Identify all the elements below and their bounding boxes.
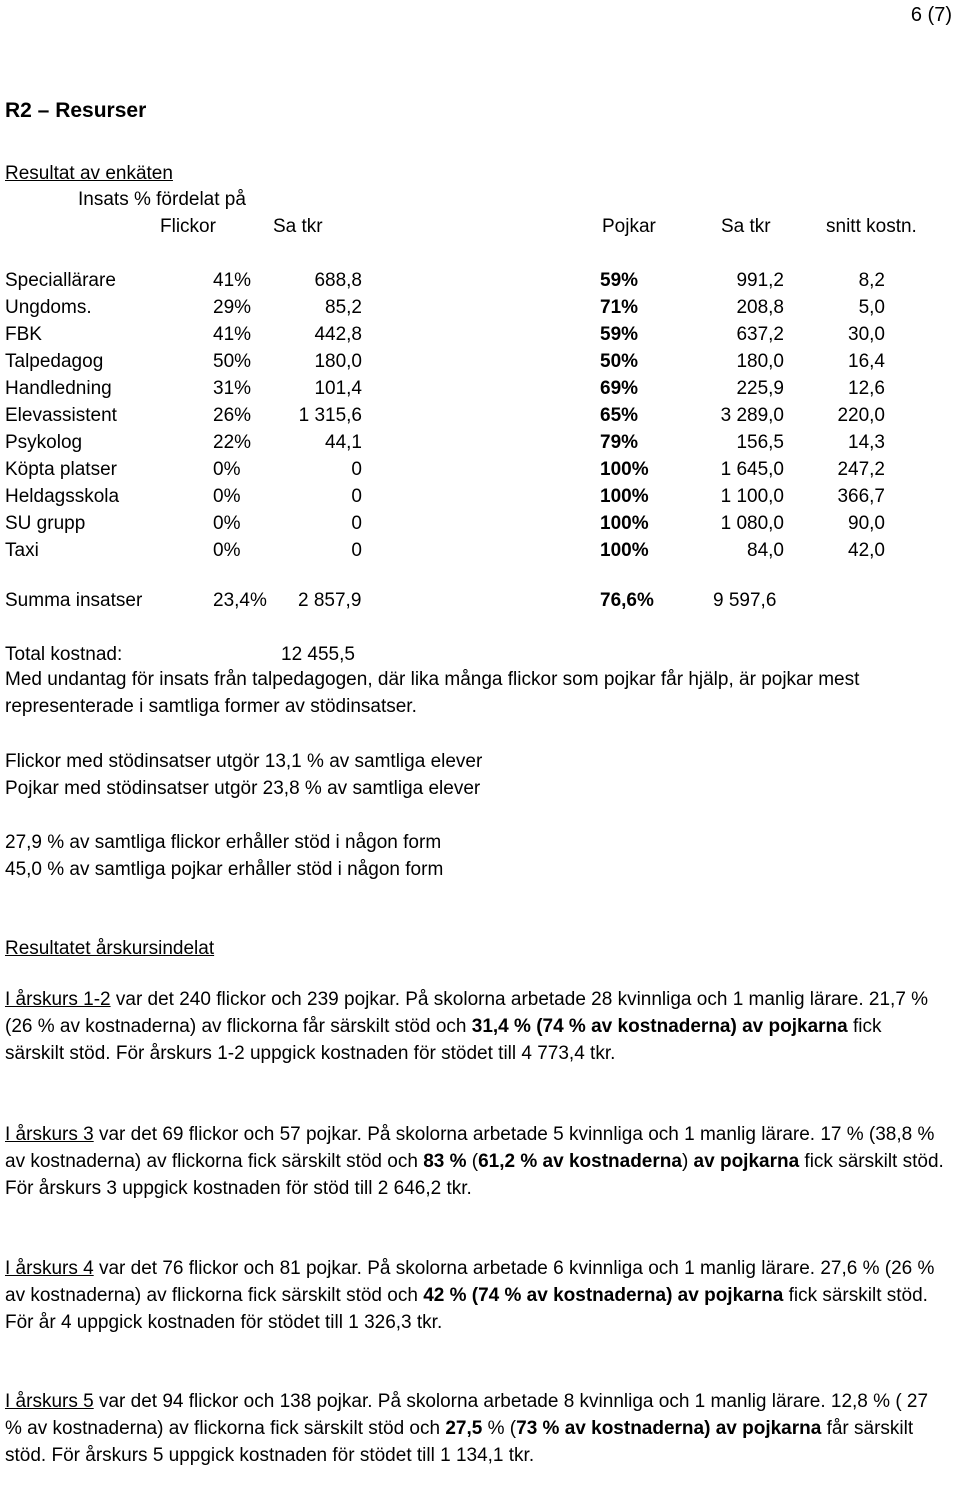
col-header-boys: Pojkar <box>602 216 656 237</box>
table-cell-label: Speciallärare <box>5 270 116 291</box>
survey-subheading: Insats % fördelat på <box>78 189 246 210</box>
table-cell-label: Elevassistent <box>5 405 117 426</box>
table-cell-girls-pct: 0% <box>213 513 241 534</box>
grade-4-paragraph <box>5 1255 945 1336</box>
table-cell-avg: 12,6 <box>848 378 885 399</box>
table-cell-label: FBK <box>5 324 42 345</box>
table-cell-avg: 220,0 <box>837 405 885 426</box>
table-cell-girls-sum: 688,8 <box>314 270 362 291</box>
grade-4-text-1: var det 76 flickor och 81 pojkar. På skolorna arbetade 6 kvinnliga och 1 manlig lärare. 27,6 % (26 % av kostnaderna) av flickorna fick särskilt stöd och <box>5 1258 935 1306</box>
table-cell-label: Handledning <box>5 378 112 399</box>
col-header-boys-sum: Sa tkr <box>721 216 771 237</box>
table-cell-boys-sum: 156,5 <box>736 432 784 453</box>
table-cell-label: Köpta platser <box>5 459 117 480</box>
grade-5-bold-2: 73 % av kostnaderna) av pojkarna <box>516 1418 822 1439</box>
summary-girls-pct: 23,4% <box>213 590 267 611</box>
grade-12-text-2: fick särskilt stöd. För årskurs 1-2 uppgick kostnaden för stödet till 4 773,4 tkr. <box>5 1016 882 1064</box>
table-cell-avg: 247,2 <box>837 459 885 480</box>
table-cell-boys-sum: 991,2 <box>736 270 784 291</box>
table-cell-avg: 14,3 <box>848 432 885 453</box>
grade-12-label: I årskurs 1-2 <box>5 989 111 1010</box>
table-cell-label: Ungdoms. <box>5 297 92 318</box>
grade-5-text-2: % ( <box>482 1418 517 1439</box>
table-cell-girls-sum: 0 <box>351 513 362 534</box>
table-cell-boys-sum: 1 645,0 <box>720 459 784 480</box>
table-cell-girls-pct: 31% <box>213 378 252 399</box>
table-cell-avg: 366,7 <box>837 486 885 507</box>
table-cell-boys-sum: 208,8 <box>736 297 784 318</box>
grade-5-paragraph <box>5 1388 945 1469</box>
table-cell-label: Heldagsskola <box>5 486 120 507</box>
table-cell-avg: 42,0 <box>848 540 885 561</box>
grade-3-text-1: var det 69 flickor och 57 pojkar. På skolorna arbetade 5 kvinnliga och 1 manlig lärare. 17 % (38,8 % av kostnaderna) av flickorna fick särskilt stöd och <box>5 1124 935 1172</box>
table-cell-boys-pct: 71% <box>600 297 639 318</box>
grade-3-bold-1: 83 % <box>423 1151 467 1172</box>
grade-12-text-1: var det 240 flickor och 239 pojkar. På skolorna arbetade 28 kvinnliga och 1 manlig lärare. 21,7 % (26 % av kostnaderna) av flickorna får särskilt stöd och <box>5 989 929 1037</box>
table-cell-girls-pct: 29% <box>213 297 252 318</box>
table-cell-boys-pct: 100% <box>600 513 649 534</box>
girls-share-line: Flickor med stödinsatser utgör 13,1 % av samtliga elever <box>5 751 483 772</box>
total-value: 12 455,5 <box>281 644 355 665</box>
table-cell-girls-sum: 85,2 <box>325 297 362 318</box>
table-cell-label: Psykolog <box>5 432 83 453</box>
table-cell-girls-sum: 0 <box>351 486 362 507</box>
table-cell-label: Taxi <box>5 540 39 561</box>
table-cell-girls-sum: 44,1 <box>325 432 362 453</box>
col-header-girls: Flickor <box>160 216 216 237</box>
summary-label: Summa insatser <box>5 590 143 611</box>
table-cell-girls-sum: 101,4 <box>314 378 362 399</box>
table-cell-boys-sum: 1 100,0 <box>720 486 784 507</box>
grade-3-paragraph <box>5 1121 945 1202</box>
table-cell-avg: 5,0 <box>858 297 885 318</box>
table-cell-girls-sum: 442,8 <box>314 324 362 345</box>
table-cell-girls-sum: 180,0 <box>314 351 362 372</box>
grade-3-bold-3: av pojkarna <box>693 1151 800 1172</box>
col-header-avg: snitt kostn. <box>826 216 917 237</box>
grade-12-paragraph <box>5 986 945 1067</box>
summary-boys-sum: 9 597,6 <box>713 590 777 611</box>
grade-4-label: I årskurs 4 <box>5 1258 94 1279</box>
girls-support-line: 27,9 % av samtliga flickor erhåller stöd i någon form <box>5 832 442 853</box>
grade-12-bold-1: 31,4 % (74 % av kostnaderna) av pojkarna <box>471 1016 848 1037</box>
intro-paragraph: Med undantag för insats från talpedagogen, där lika många flickor som pojkar får hjälp, är pojkar mest representerade i samtliga former av stödinsatser. <box>5 669 860 717</box>
grade-5-text-1: var det 94 flickor och 138 pojkar. På skolorna arbetade 8 kvinnliga och 1 manlig lärare. 12,8 % ( 27 % av kostnaderna) av flickorna fick särskilt stöd och <box>5 1391 929 1439</box>
grade-3-text-2: ( <box>466 1151 479 1172</box>
grade-3-bold-2: 61,2 % av kostnaderna <box>478 1151 682 1172</box>
table-cell-girls-pct: 41% <box>213 270 252 291</box>
col-header-girls-sum: Sa tkr <box>273 216 323 237</box>
page-title: R2 – Resurser <box>5 99 147 122</box>
table-cell-avg: 30,0 <box>848 324 885 345</box>
grade-5-label: I årskurs 5 <box>5 1391 94 1412</box>
table-cell-girls-pct: 26% <box>213 405 252 426</box>
summary-boys-pct: 76,6% <box>600 590 654 611</box>
grade-4-bold-1: 42 % (74 % av kostnaderna) av pojkarna <box>423 1285 784 1306</box>
table-cell-girls-pct: 0% <box>213 540 241 561</box>
table-cell-boys-pct: 59% <box>600 270 639 291</box>
table-cell-avg: 16,4 <box>848 351 885 372</box>
grade-3-text-4: fick särskilt stöd. För årskurs 3 uppgick kostnaden för stöd till 2 646,2 tkr. <box>5 1151 944 1199</box>
table-cell-girls-pct: 22% <box>213 432 252 453</box>
grade-3-label: I årskurs 3 <box>5 1124 94 1145</box>
table-cell-boys-sum: 3 289,0 <box>720 405 784 426</box>
table-cell-girls-pct: 50% <box>213 351 252 372</box>
table-cell-girls-sum: 0 <box>351 459 362 480</box>
boys-support-line: 45,0 % av samtliga pojkar erhåller stöd i någon form <box>5 859 444 880</box>
table-cell-boys-pct: 79% <box>600 432 639 453</box>
table-cell-boys-pct: 100% <box>600 459 649 480</box>
table-cell-girls-pct: 0% <box>213 486 241 507</box>
table-cell-boys-sum: 84,0 <box>747 540 784 561</box>
table-cell-boys-pct: 100% <box>600 540 649 561</box>
table-cell-boys-pct: 50% <box>600 351 639 372</box>
summary-girls-sum: 2 857,9 <box>298 590 362 611</box>
total-label: Total kostnad: <box>5 644 123 665</box>
page-number: 6 (7) <box>910 4 952 26</box>
boys-share-line: Pojkar med stödinsatser utgör 23,8 % av samtliga elever <box>5 778 481 799</box>
survey-heading: Resultat av enkäten <box>5 163 173 184</box>
table-cell-boys-pct: 59% <box>600 324 639 345</box>
table-cell-avg: 90,0 <box>848 513 885 534</box>
table-cell-boys-pct: 69% <box>600 378 639 399</box>
table-cell-boys-pct: 100% <box>600 486 649 507</box>
table-cell-boys-sum: 225,9 <box>736 378 784 399</box>
table-cell-label: SU grupp <box>5 513 86 534</box>
grade-heading: Resultatet årskursindelat <box>5 938 215 959</box>
grade-5-bold-1: 27,5 <box>445 1418 483 1439</box>
table-cell-label: Talpedagog <box>5 351 104 372</box>
table-cell-boys-sum: 180,0 <box>736 351 784 372</box>
table-cell-boys-sum: 1 080,0 <box>720 513 784 534</box>
grade-3-text-3: ) <box>681 1151 694 1172</box>
table-cell-girls-sum: 0 <box>351 540 362 561</box>
table-cell-girls-pct: 41% <box>213 324 252 345</box>
table-cell-boys-sum: 637,2 <box>736 324 784 345</box>
grade-4-text-2: fick särskilt stöd. För år 4 uppgick kostnaden för stödet till 1 326,3 tkr. <box>5 1285 928 1333</box>
table-cell-girls-pct: 0% <box>213 459 241 480</box>
grade-5-text-3: får särskilt stöd. För årskurs 5 uppgick kostnaden för stödet till 1 134,1 tkr. <box>5 1418 914 1466</box>
table-cell-boys-pct: 65% <box>600 405 639 426</box>
table-cell-girls-sum: 1 315,6 <box>298 405 362 426</box>
table-cell-avg: 8,2 <box>858 270 885 291</box>
